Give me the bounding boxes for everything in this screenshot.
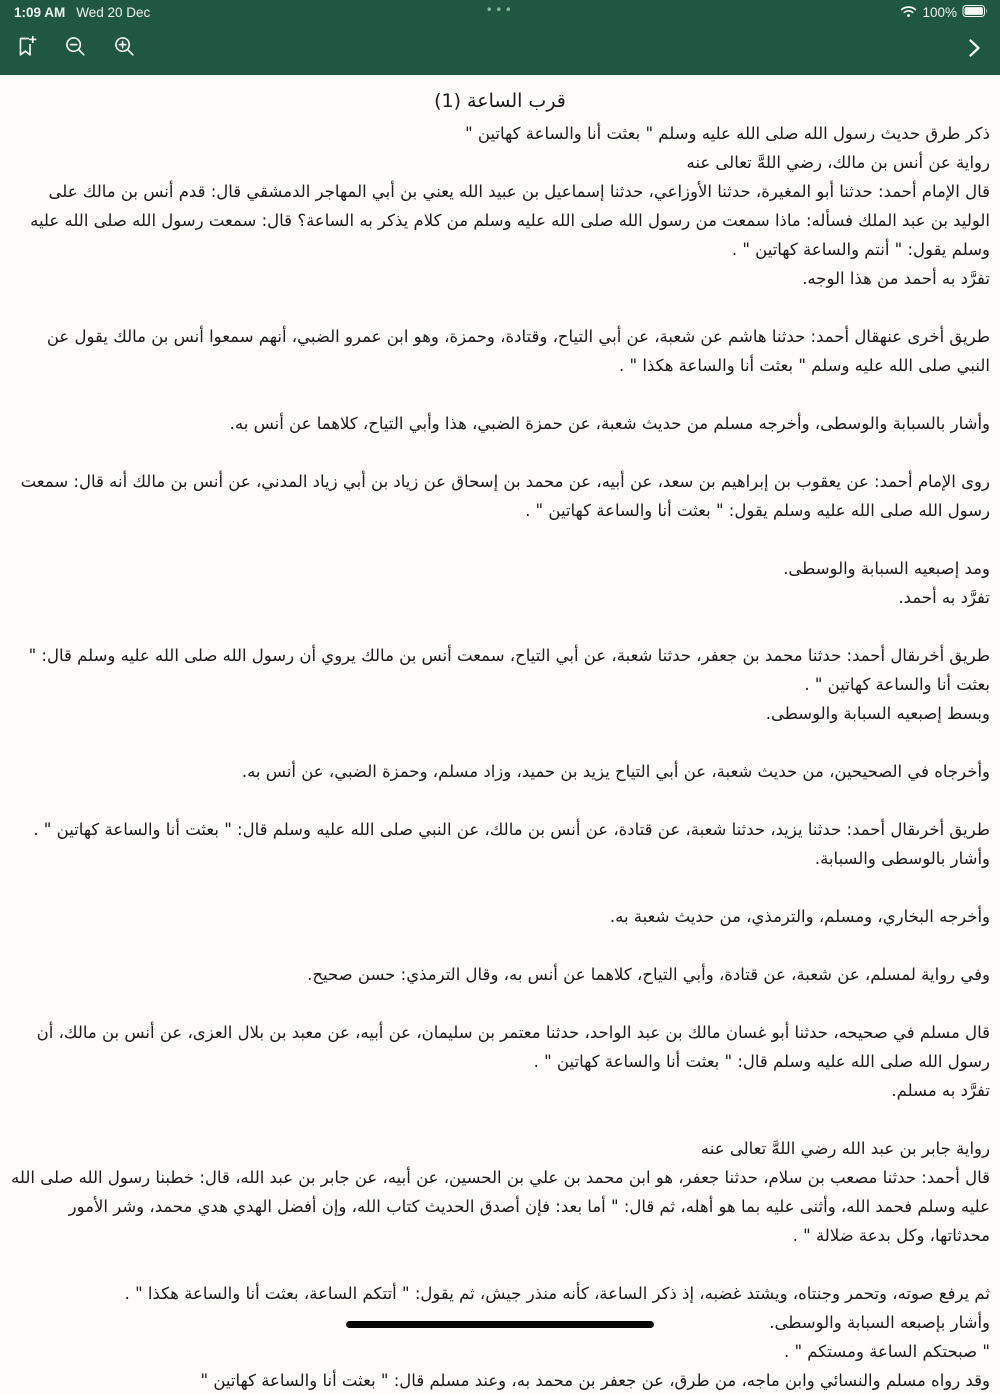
paragraph: طريق أخرىقال أحمد: حدثنا يزيد، حدثنا شعبة، عن قتادة، عن أنس بن مالك، عن النبي صلى الله عليه وسلم قال: " بعثت أنا والساعة كهاتين " . xyxy=(33,820,990,839)
paragraph: وأشار بالسبابة والوسطى، وأخرجه مسلم من حديث شعبة، عن حمزة الضبي، هذا وأبي التياح، كلاهما عن أنس به. xyxy=(229,414,990,433)
zoom-in-button[interactable] xyxy=(111,33,137,59)
paragraph: تفرَّد به أحمد. xyxy=(898,588,990,607)
paragraph: تفرَّد به أحمد من هذا الوجه. xyxy=(802,269,990,288)
status-bar xyxy=(0,0,1000,26)
chapter-title: قرب الساعة (1) xyxy=(434,90,566,112)
header xyxy=(0,0,1000,75)
paragraph: رواية عن أنس بن مالك، رضي اللهَّ تعالى عنه xyxy=(686,153,990,172)
battery-icon xyxy=(962,4,989,21)
toolbar xyxy=(13,33,137,59)
next-page-button[interactable] xyxy=(962,36,986,60)
paragraph: وقد رواه مسلم والنسائي وابن ماجه، من طرق، عن جعفر بن محمد به، وعند مسلم قال: " بعثت أنا والساعة كهاتين " xyxy=(200,1371,990,1390)
paragraph: رواية جابر بن عبد الله رضي اللهَّ تعالى عنه xyxy=(700,1139,990,1158)
paragraph: وأشار بالوسطى والسبابة. xyxy=(814,849,990,868)
status-time: 1:09 AM xyxy=(14,5,66,20)
paragraph: طريق أخرىقال أحمد: حدثنا محمد بن جعفر، حدثنا شعبة، عن أبي التياح، سمعت أنس بن مالك يروي أن رسول الله صلى الله عليه وسلم قال: " بعثت أنا والساعة كهاتين " . xyxy=(28,646,990,694)
status-left-cluster xyxy=(14,5,150,20)
paragraph: روى الإمام أحمد: عن يعقوب بن إبراهيم بن سعد، عن أبيه، عن محمد بن إسحاق عن زياد بن أبي زياد المدني، عن أنس بن مالك أنه قال: سمعت رسول الله صلى الله عليه وسلم يقول: " بعثت أنا والساعة كهاتين " . xyxy=(20,472,990,520)
paragraph: ذكر طرق حديث رسول الله صلى الله عليه وسلم " بعثت أنا والساعة كهاتين " xyxy=(465,124,990,143)
magnifier-minus-icon xyxy=(63,34,88,59)
paragraph: وأشار بإصبعه السبابة والوسطى. xyxy=(769,1313,990,1332)
add-bookmark-button[interactable] xyxy=(13,33,39,59)
zoom-out-button[interactable] xyxy=(62,33,88,59)
wifi-icon xyxy=(900,5,917,21)
magnifier-plus-icon xyxy=(112,34,137,59)
paragraph: وفي رواية لمسلم، عن شعبة، عن قتادة، وأبي التياح، كلاهما عن أنس به، وقال الترمذي: حسن صحيح. xyxy=(307,965,990,984)
paragraph: ومد إصبعيه السبابة والوسطى. xyxy=(783,559,990,578)
bookmark-plus-icon xyxy=(14,34,39,59)
paragraph: وأخرجاه في الصحيحين، من حديث شعبة، عن أبي التياح يزيد بن حميد، وزاد مسلم، وحمزة الضبي، عن أنس به. xyxy=(241,762,990,781)
multitasking-dots-icon[interactable]: ••• xyxy=(485,3,515,17)
battery-percent: 100% xyxy=(922,5,957,20)
paragraph: وبسط إصبعيه السبابة والوسطى. xyxy=(765,704,990,723)
paragraph: قال مسلم في صحيحه، حدثنا أبو غسان مالك بن عبد الواحد، حدثنا معتمر بن سليمان، عن أبيه، عن معبد بن بلال العزى، عن أنس بن مالك، أن رسول الله صلى الله عليه وسلم قال: " بعثت أنا والساعة كهاتين " . xyxy=(36,1023,990,1071)
paragraph: تفرَّد به مسلم. xyxy=(891,1081,990,1100)
paragraph: قال الإمام أحمد: حدثنا أبو المغيرة، حدثنا الأوزاعي، حدثنا إسماعيل بن عبيد الله يعني بن أبي المهاجر الدمشقي قال: قدم أنس بن مالك على الوليد بن عبد الملك فسأله: ماذا سمعت من رسول الله صلى الله عليه وسلم من كلام يذكر به الساعة؟ قال: سمعت رسول الله صلى الله عليه وسلم يقول: " أنتم والساعة كهاتين " . xyxy=(30,182,990,259)
home-indicator[interactable] xyxy=(346,1321,654,1328)
reader-content[interactable] xyxy=(0,75,1000,1390)
paragraph: قال أحمد: حدثنا مصعب بن سلام، حدثنا جعفر، هو ابن محمد بن علي بن الحسين، عن أبيه، عن جابر بن عبد الله، قال: خطبنا رسول الله صلى الله عليه وسلم فحمد الله، وأثنى عليه بما هو أهله، ثم قال: " أما بعد: فإن أصدق الحديث كتاب الله، وإن أفضل الهدي هدي محمد، وشر الأمور محدثاتها، وكل بدعة ضلالة " . xyxy=(11,1168,990,1245)
status-right-cluster xyxy=(900,4,989,21)
paragraph: وأخرجه البخاري، ومسلم، والترمذي، من حديث شعبة به. xyxy=(609,907,990,926)
paragraph: " صبحتكم الساعة ومستكم " . xyxy=(783,1342,990,1361)
status-date: Wed 20 Dec xyxy=(76,5,151,20)
chevron-right-icon xyxy=(962,36,986,60)
page-text xyxy=(10,119,990,1395)
paragraph: ثم يرفع صوته، وتحمر وجنتاه، ويشتد غضبه، إذ ذكر الساعة، كأنه منذر جيش، ثم يقول: " أتتكم الساعة، بعثت أنا والساعة هكذا " . xyxy=(124,1284,990,1303)
paragraph: طريق أخرى عنهقال أحمد: حدثنا هاشم عن شعبة، عن أبي التياح، وقتادة، وحمزة، وهو ابن عمرو الضبي، أنهم سمعوا أنس بن مالك يقول عن النبي صلى الله عليه وسلم " بعثت أنا والساعة هكذا " . xyxy=(46,327,990,375)
